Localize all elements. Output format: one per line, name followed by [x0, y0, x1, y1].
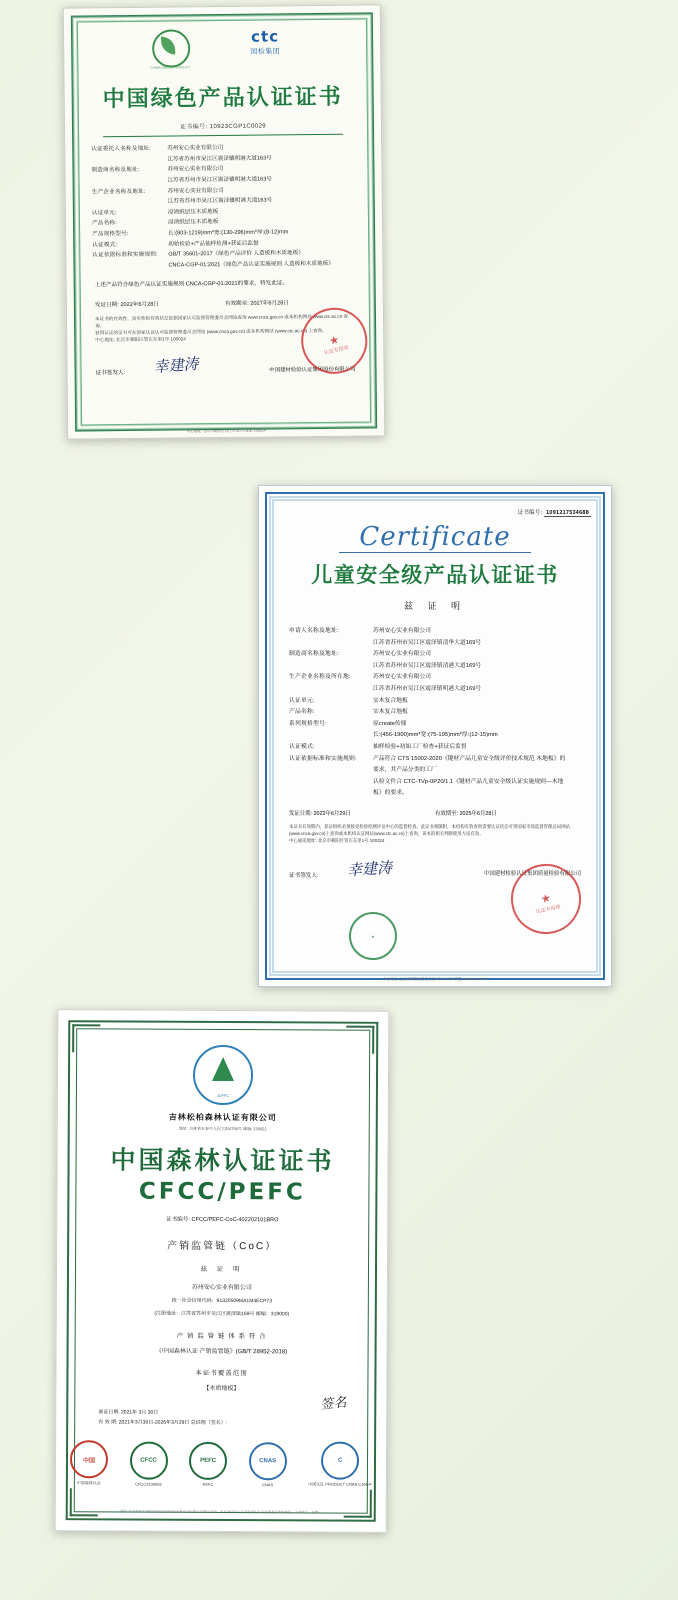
table-row: 生产企业名称及所在地: 苏州安心实业有限公司 江苏省苏州市吴江区震泽镇明港大道169号: [289, 674, 482, 692]
table-row: 制造商名称及地址: 苏州安心实业有限公司 江苏省苏州市吴江区震泽镇清港大道169号: [289, 651, 482, 669]
table-row: 认证单元: 实木复合地板: [289, 697, 408, 704]
mark-cnas-product-icon: C 中国认证 PRODUCT CNAS C166-P: [308, 1441, 372, 1487]
cert1-issuer-org: 中国建材检验认证集团股份有限公司: [269, 366, 356, 374]
cert3-issue-date: 颁证日期: 2021年 3月 30日: [98, 1409, 159, 1416]
cert3-logo-text: JLPFC: [216, 1092, 230, 1099]
cert2-signature: 幸建涛: [346, 858, 393, 880]
certificate-child-safety: [258, 485, 612, 987]
cert2-title-underline: [339, 552, 531, 553]
mark-pefc-icon: PEFC PEFC: [189, 1441, 227, 1486]
cert2-field-list: [289, 626, 571, 800]
cert2-footer: 中心地址: 北京市朝阳区管庄东里1号 100324 网址: www.ctc.ac.cn: [383, 977, 487, 981]
cert2-number-line: 证书编号: 1091217534688: [517, 510, 589, 516]
certificate-cfcc-pefc: [55, 1009, 390, 1533]
cert3-coverage-label: 本证书覆盖范围: [195, 1369, 248, 1378]
cert1-statement: 上述产品符合绿色产品认证实施规则 CNCA-CGP-01:2021的要求，特发此证。: [94, 279, 289, 288]
cert1-expiry-date: 2027年6月28日: [250, 300, 289, 307]
cert3-validity: 有 效 期: 2021年3月30日-2026年3月29日 总经理（签名）:: [98, 1419, 228, 1427]
cert3-conformity-label: 产 销 监 管 链 体 系 符 合: [176, 1332, 267, 1341]
ctc-logo-text: ctc: [250, 27, 280, 46]
ctc-logo-sub: 国检集团: [250, 48, 281, 56]
cert2-dates: 发证日期: 2022年6月29日 有效期至: 2025年6月28日: [289, 810, 497, 817]
cert3-company-name: 苏州安心实业有限公司: [191, 1284, 252, 1292]
table-row: 认证单元: 浸渍纸层压木质地板: [91, 208, 219, 217]
cert2-title: 儿童安全级产品认证证书: [311, 564, 559, 587]
cert1-logo-row: [84, 28, 360, 75]
cert3-accreditation-marks: [70, 1440, 372, 1488]
table-row: 制造商名称及地址: 苏州安心实业有限公司 江苏省苏州市吴江区震泽镇明港大道163号: [91, 166, 273, 184]
mark-cfcc-icon: CFCC CFCC2100062: [129, 1441, 167, 1486]
mark-cfcc-china-icon: 中国 中国森林认证: [70, 1440, 108, 1486]
cert3-title-latin: CFCC/PEFC: [138, 1178, 306, 1206]
cert3-company-address: (注册地址：江苏省苏州市吴江区震泽镇169号 邮编：319000): [154, 1310, 290, 1318]
table-row: 产品名称: 浸渍纸层压木质地板: [91, 219, 219, 227]
certificate-green-product: [63, 4, 386, 439]
cert2-signature-block: 证书签发人: 幸建涛 中国建材检验认证集团质量检验有限公司: [289, 858, 581, 880]
cert1-field-list: [91, 142, 356, 272]
cert1-issue-date: 2022年6月28日: [120, 301, 159, 309]
cert2-attestation-label: 兹 证 明: [403, 601, 466, 611]
ctc-logo-icon: [234, 28, 296, 71]
table-row: 申请人名称及地址: 苏州安心实业有限公司 江苏省苏州市吴江区震泽镇清华大道169号: [289, 628, 482, 646]
cert1-number-value: 10923CGP1C0029: [209, 123, 267, 131]
china-green-product-logo-icon: [148, 29, 192, 73]
green-logo-caption: CHINA GREEN PRODUCT: [150, 65, 191, 70]
cert3-number-value: CFCC/PEFC-CoC-402202101BRO: [191, 1216, 279, 1224]
cert3-signature: 签名: [319, 1395, 348, 1413]
table-row: 认证模式: 抽样检验+初始工厂检查+获证后监督: [289, 743, 467, 750]
cert3-scope-type: 产销监管链（CoC）: [167, 1240, 278, 1253]
cert1-signature: 幸建涛: [152, 355, 200, 377]
cert2-issue-date: 2022年6月29日: [313, 810, 351, 817]
cert1-title: 中国绿色产品认证证书: [102, 84, 343, 113]
cert1-number-label: 证书编号:: [179, 124, 208, 131]
cert1-number-line: [85, 120, 361, 132]
cert1-red-seal-stamp: ★ 认证专用章: [295, 301, 374, 380]
table-row: 生产企业名称及地址: 苏州安心实业有限公司 江苏省苏州市吴江区震泽镇明港大道163号: [91, 187, 273, 205]
cert1-fineprint: 本证书的有效性、真实性和有效状态依据国家认可监督管理委员会网站查询 www.cnca.gov.cn 或本机构网站 www.ctc.ac.cn 查询。 获得认证的证书可在国家认证认可监督管理委员会网站 (www.cnca.gov.cn) 或本机构网站 (www.ctc.ac.cn) 上查询。 中心地址: 北京市朝阳区管庄东里1号 100024: [94, 313, 349, 343]
cert3-standard: 《中国森林认证 产销监管链》(GB/T 28952-2018): [155, 1348, 288, 1356]
cert2-issuer-org: 中国建材检验认证集团质量检验有限公司: [483, 871, 581, 878]
cert2-red-seal-stamp: ★ 认证专用章: [504, 857, 587, 940]
cert2-number-value: 1091217534688: [546, 510, 589, 516]
cert2-expiry-date: 2025年6月28日: [459, 810, 497, 817]
table-row: 认证委托人名称及地址: 苏州安心实业有限公司 江苏省苏州市吴江区震泽镇明港大道163号: [91, 145, 272, 163]
table-row: 产品规格型号: 长:(803-1219)mm*宽:(130-296)mm*厚:(8-12)mm: [92, 229, 289, 238]
cert1-dates: 发证日期: 2022年6月28日 有效期至: 2027年6月28日: [94, 300, 289, 309]
cert1-divider: [103, 134, 343, 138]
mark-cnas-icon: CNAS CNAS: [249, 1442, 287, 1487]
cert3-credit-code: 统一社会信用代码：91320509MA1M4ECP73: [171, 1297, 273, 1305]
table-row: 产品名称: 实木复合地板: [289, 709, 408, 716]
cert2-green-seal: ★: [349, 912, 397, 960]
table-row: 认证模式: 初始检验+产品抽样检测+获证后监督: [92, 240, 259, 249]
cert3-coverage-value: 【木质地板】: [203, 1385, 240, 1393]
cert3-attestation-label: 兹 证 明: [200, 1265, 244, 1274]
cert3-issuer-name: 吉林松柏森林认证有限公司: [168, 1112, 277, 1123]
cert2-fineprint: 本证书有效期内，获证组织必须接受检验检测评估中心的监督检查。此证书须随附，本机构有效查询需要认证状态可到国家市场监督管理总局网站(www.cnca.gov.cn)上查询或本机构认证网站(www.ctc.ac.cn)上查询，该本的相关判断使用方法有效。 中心通讯地址: 北京市朝阳区管庄东里1号 100324: [289, 823, 571, 843]
cert2-script-title: Certificate: [359, 522, 511, 552]
cert3-dates: [82, 1407, 360, 1428]
cert3-footer: 说明: 本证书的有效性可通过吉林松柏森林认证有限公司网站查询，本证书仅限于获证组织在本证书覆盖范围内使用，不得转让、复制。: [119, 1509, 322, 1515]
table-row: 认证依据标准和实施规则: GB/T 35601-2017《绿色产品评价 人造板和木质地板》 CNCA-CGP-01:2021《绿色产品认证实施规则 人造板和木质地板》: [92, 250, 334, 269]
table-row: 认证依据标准和实施规则: 产品符合 CTS 15002-2020《键材产品儿童安全级评价技术规范 木地板》的要求，其产品分类的工厂 认检文件合 CTC-TVp-0P20/1.1《键材产品儿童安全级认证实施规则—木地板》的要求。: [289, 755, 566, 797]
cert1-signature-block: 证书签发人: 幸建涛 中国建材检验认证集团股份有限公司: [95, 355, 356, 377]
jlpfc-logo-icon: [193, 1045, 253, 1105]
cert3-issuer-address: 地址: 吉林省长春市人民大街4756号 邮编: 130022: [178, 1125, 267, 1132]
cert1-footer: 中心地址: 北京市朝阳区管庄东里1号 邮编 100024: [186, 428, 266, 434]
table-row: 系列规格型号: 原create传鼎 长:(456-1900)mm*宽:(75-195)mm*厚:(12-15)mm: [289, 720, 498, 739]
cert3-title: 中国森林认证证书: [110, 1146, 335, 1176]
cert3-number-line: 证书编号: CFCC/PEFC-CoC-402202101BRO: [165, 1216, 279, 1224]
